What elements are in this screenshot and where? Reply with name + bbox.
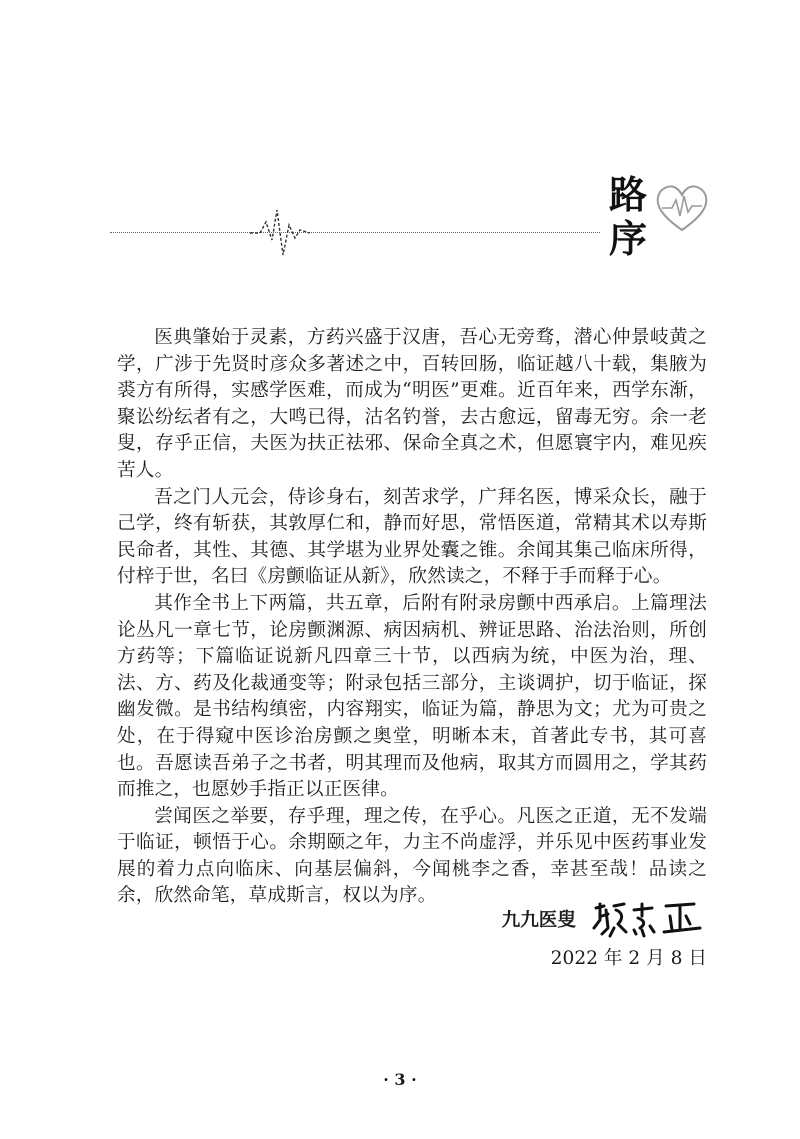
heart-ecg-icon (652, 180, 712, 236)
title-char-1: 路 (608, 172, 647, 217)
page-title (604, 173, 652, 261)
paragraph-4: 尝闻医之举要，存乎理，理之传，在乎心。凡医之正道，无不发端于临证，顿悟于心。余期颐之年，力主不尚虚浮，并乐见中医药事业发展的着力点向临床、向基层偏斜，今闻桃李之香，幸甚至哉！品读之余，欣然命笔，草成斯言，权以为序。 (117, 805, 707, 907)
paragraph-1: 医典肇始于灵素，方药兴盛于汉唐，吾心无旁骛，潜心仲景岐黄之学，广涉于先贤时彦众多著述之中，百转回肠，临证越八十载，集腋为裘方有所得，实感学医难，而成为“明医”更难。近百年来，西学东渐，聚讼纷纭者有之，大鸣已得，沽名钓誉，去古愈远，留毒无穷。余一老叟，存乎正信，夫医为扶正祛邪、保命全真之术，但愿寰宇内，难见疾苦人。 (117, 327, 707, 481)
heartbeat-pulse-icon (250, 200, 320, 260)
paragraph-3: 其作全书上下两篇，共五章，后附有附录房颤中西承启。上篇理法论丛凡一章七节，论房颤渊源、病因病机、辨证思路、治法治则，所创方药等；下篇临证说新凡四章三十节，以西病为统，中医为治，理、法、方、药及化裁通变等；附录包括三部分，主谈调护，切于临证，探幽发微。是书结构缜密，内容翔实，临证为篇，静思为文；尤为可贵之处，在于得窥中医诊治房颤之奥堂，明晰本末，首著此专书，其可喜也。吾愿读吾弟子之书者，明其理而及他病，取其方而圆用之，学其药而推之，也愿妙手指正以正医律。 (117, 592, 707, 801)
title-char-2: 序 (608, 216, 647, 261)
date-line: 2022 年 2 月 8 日 (550, 948, 707, 969)
preface-body (117, 325, 707, 910)
handwritten-signature (590, 898, 708, 940)
paragraph-2: 吾之门人元会，侍诊身右，刻苦求学，广拜名医，博采众长，融于己学，终有斩获，其敦厚仁和，静而好思，常悟医道，常精其术以寿斯民命者，其性、其德、其学堪为业界处囊之锥。余闻其集己临床所得，付梓于世，名曰《房颤临证从新》，欣然读之，不释于手而释于心。 (117, 486, 707, 588)
signer-title: 九九医叟 (501, 910, 576, 931)
page-number: · 3 · (383, 1070, 417, 1089)
header-dotted-line (110, 232, 600, 235)
signature-row (502, 898, 708, 940)
